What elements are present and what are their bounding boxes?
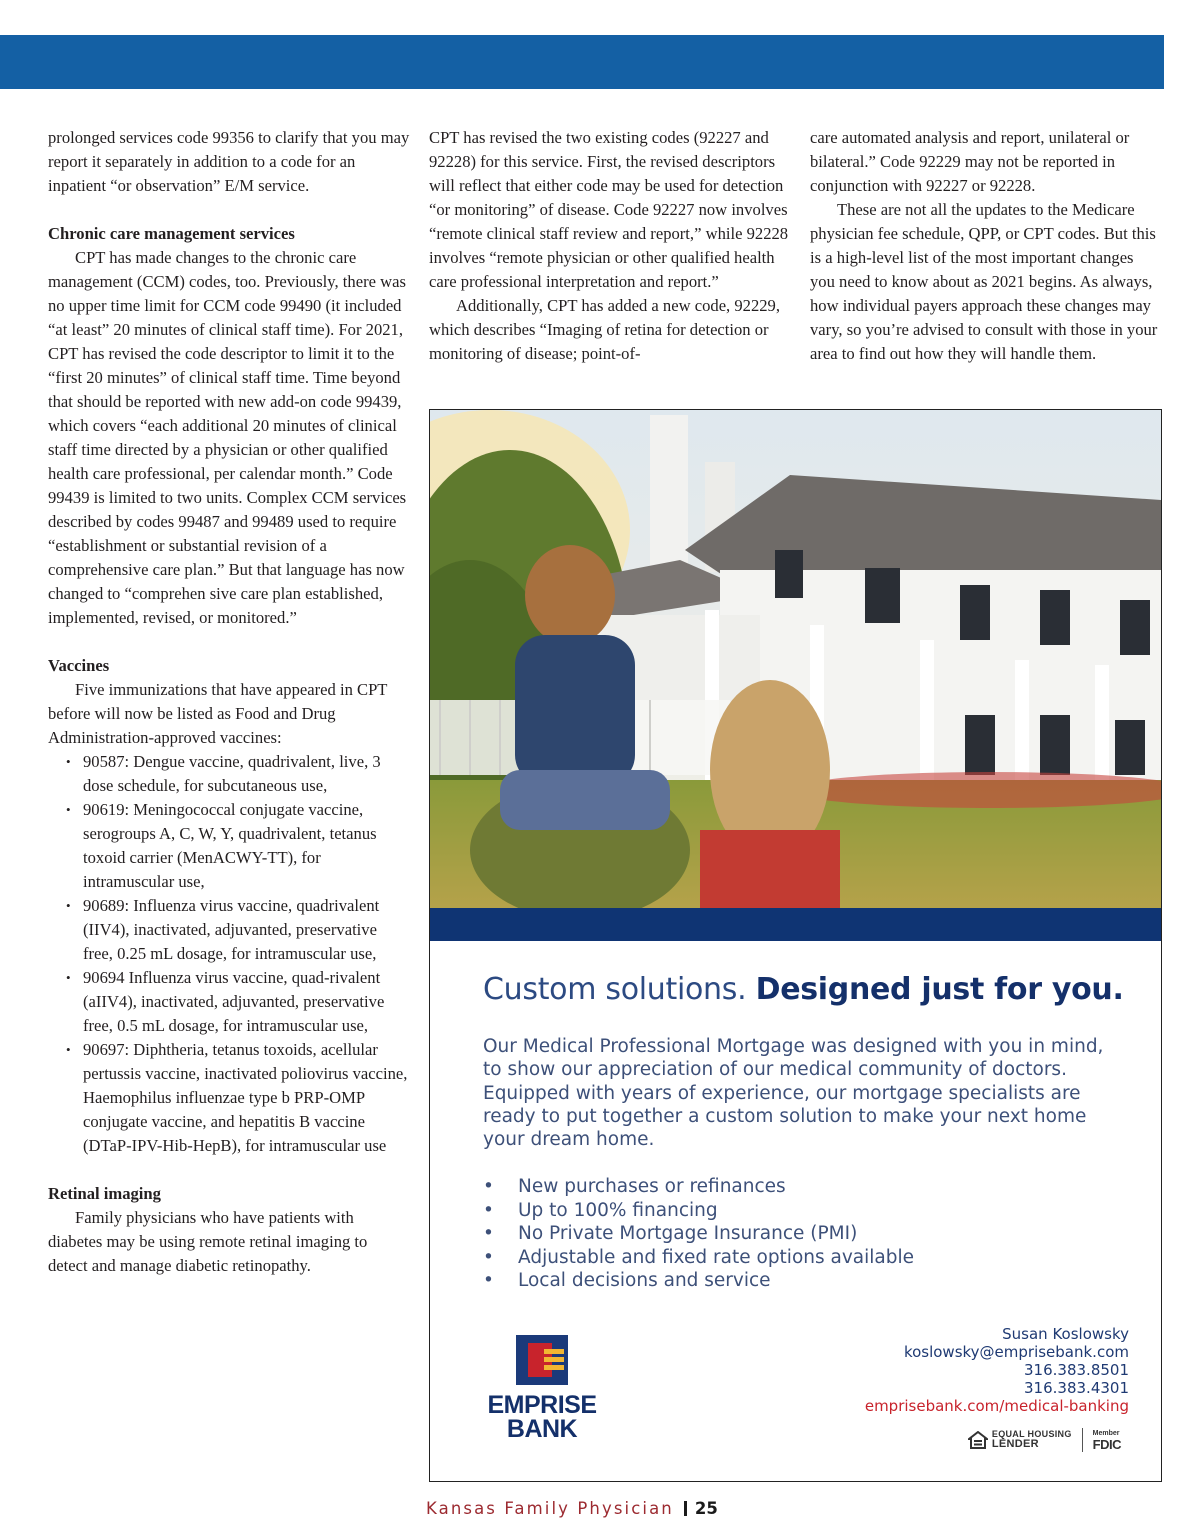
list-item: • Up to 100% financing <box>483 1199 914 1223</box>
badge-divider <box>1082 1428 1083 1452</box>
list-item: • Local decisions and service <box>483 1269 914 1293</box>
ad-headline <box>483 972 1124 1007</box>
house-family-photo <box>430 410 1161 909</box>
emprise-bank-advertisement <box>429 409 1162 1482</box>
logo-text-line2: BANK <box>506 1415 578 1443</box>
footer-divider <box>684 1501 687 1516</box>
fdic-badge <box>1093 1430 1121 1451</box>
website-link[interactable]: emprisebank.com/medical-banking <box>864 1397 1129 1415</box>
contact-phone-1: 316.383.8501 <box>1024 1361 1129 1379</box>
paragraph: These are not all the updates to the Medicare physician fee schedule, QPP, or CPT codes. But this is a high-level list of the most important changes you need to know about as 2021 begins. As always, how individual payers approach these changes may vary, so you’re advised to consult with those in your area to find out how they will handle them. <box>810 200 1158 363</box>
section-heading-retinal: Retinal imaging <box>48 1184 161 1203</box>
ad-feature-list <box>483 1175 914 1293</box>
fdic-member-text: Member <box>1092 1429 1120 1437</box>
ad-body-text: Our Medical Professional Mortgage was designed with you in mind, to show our appreciation of our medical community of doctors. Equipped with years of experience, our mortgage specialists are ready to put together a custom solution to make your next home your dream home. <box>483 1036 1104 1151</box>
contact-name: Susan Koslowsky <box>1002 1325 1129 1343</box>
paragraph: CPT has made changes to the chronic care management (CCM) codes, too. Previously, there was no upper time limit for CCM code 99490 (it included “at least” 20 minutes of clinical staff time). For 2021, CPT has revised the code descriptor to limit it to the “first 20 minutes” of clinical staff time. Time beyond that should be reported with new add-on code 99439, which covers “each additional 20 minutes of clinical staff time directed by a physician or other qualified health care professional, per calendar month.” Code 99439 is limited to two units. Complex CCM services described by codes 99487 and 99489 used to require “establishment or substantial revision of a comprehensive care plan.” But that language has now changed to “comprehen sive care plan established, implemented, revised, or monitored.” <box>48 248 407 627</box>
list-item: • Adjustable and fixed rate options available <box>483 1246 914 1270</box>
contact-block <box>865 1325 1129 1415</box>
section-heading-vaccines: Vaccines <box>48 656 110 675</box>
list-item: • No Private Mortgage Insurance (PMI) <box>483 1222 914 1246</box>
ad-navy-band <box>430 908 1161 941</box>
ehl-line1: EQUAL HOUSING <box>991 1429 1072 1439</box>
paragraph: Five immunizations that have appeared in CPT before will now be listed as Food and Drug Administration-approved vaccines: <box>48 680 388 747</box>
headline-bold: Designed just for you. <box>755 972 1124 1007</box>
compliance-badges <box>968 1428 1121 1452</box>
list-item: • 90694 Influenza virus vaccine, quad-rivalent (aIIV4), inactivated, adjuvanted, preservative free, 0.5 mL dosage, for intramuscular use, <box>83 966 410 1038</box>
section-heading-ccm: Chronic care management services <box>48 224 295 243</box>
paragraph: prolonged services code 99356 to clarify that you may report it separately in addition to a code for an inpatient “or observation” E/M service. <box>48 128 410 195</box>
paragraph: care automated analysis and report, unilateral or bilateral.” Code 92229 may not be reported in conjunction with 92227 or 92228. <box>810 128 1130 195</box>
equal-housing-lender-badge <box>968 1430 1072 1450</box>
list-item: • 90689: Influenza virus vaccine, quadrivalent (IIV4), inactivated, adjuvanted, preservative free, 0.25 mL dosage, for intramuscular use, <box>83 894 410 966</box>
article-column-3 <box>810 126 1160 366</box>
list-item: • 90619: Meningococcal conjugate vaccine, serogroups A, C, W, Y, quadrivalent, tetanus toxoid carrier (MenACWY-TT), for intramuscular use, <box>83 798 410 894</box>
contact-email[interactable]: koslowsky@emprisebank.com <box>903 1343 1129 1361</box>
magazine-title: Kansas Family Physician <box>426 1499 674 1518</box>
fdic-text: FDIC <box>1092 1436 1121 1452</box>
header-band <box>0 35 1164 89</box>
house-icon <box>968 1431 988 1449</box>
article-column-2 <box>429 126 791 366</box>
headline-light: Custom solutions. <box>483 972 747 1007</box>
emprise-bank-logo <box>482 1335 602 1441</box>
list-item: • 90697: Diphtheria, tetanus toxoids, acellular pertussis vaccine, inactivated poliovirus vaccine, Haemophilus influenzae type b PRP-OMP conjugate vaccine, and hepatitis B vaccine (DTaP-IPV-Hib-HepB), for intramuscular use <box>83 1038 410 1158</box>
list-item: • New purchases or refinances <box>483 1175 914 1199</box>
contact-phone-2: 316.383.4301 <box>1024 1379 1129 1397</box>
paragraph: Family physicians who have patients with diabetes may be using remote retinal imaging to detect and manage diabetic retinopathy. <box>48 1208 368 1275</box>
paragraph: CPT has revised the two existing codes (92227 and 92228) for this service. First, the revised descriptors will reflect that either code may be used for detection “or monitoring” of disease. Code 92227 now involves “remote clinical staff review and report,” while 92228 involves “remote physician or other qualified health care professional interpretation and report.” <box>429 128 789 291</box>
logo-text-line1: EMPRISE <box>487 1391 597 1419</box>
vaccine-list <box>48 750 410 1158</box>
emprise-logo-icon <box>516 1335 568 1385</box>
page-number: 25 <box>694 1499 718 1518</box>
page-footer <box>426 1499 718 1518</box>
article-column-1 <box>48 126 410 1278</box>
ehl-line2: LENDER <box>991 1438 1039 1450</box>
paragraph: Additionally, CPT has added a new code, 92229, which describes “Imaging of retina for detection or monitoring of disease; point-of- <box>429 296 780 363</box>
list-item: • 90587: Dengue vaccine, quadrivalent, live, 3 dose schedule, for subcutaneous use, <box>83 750 410 798</box>
